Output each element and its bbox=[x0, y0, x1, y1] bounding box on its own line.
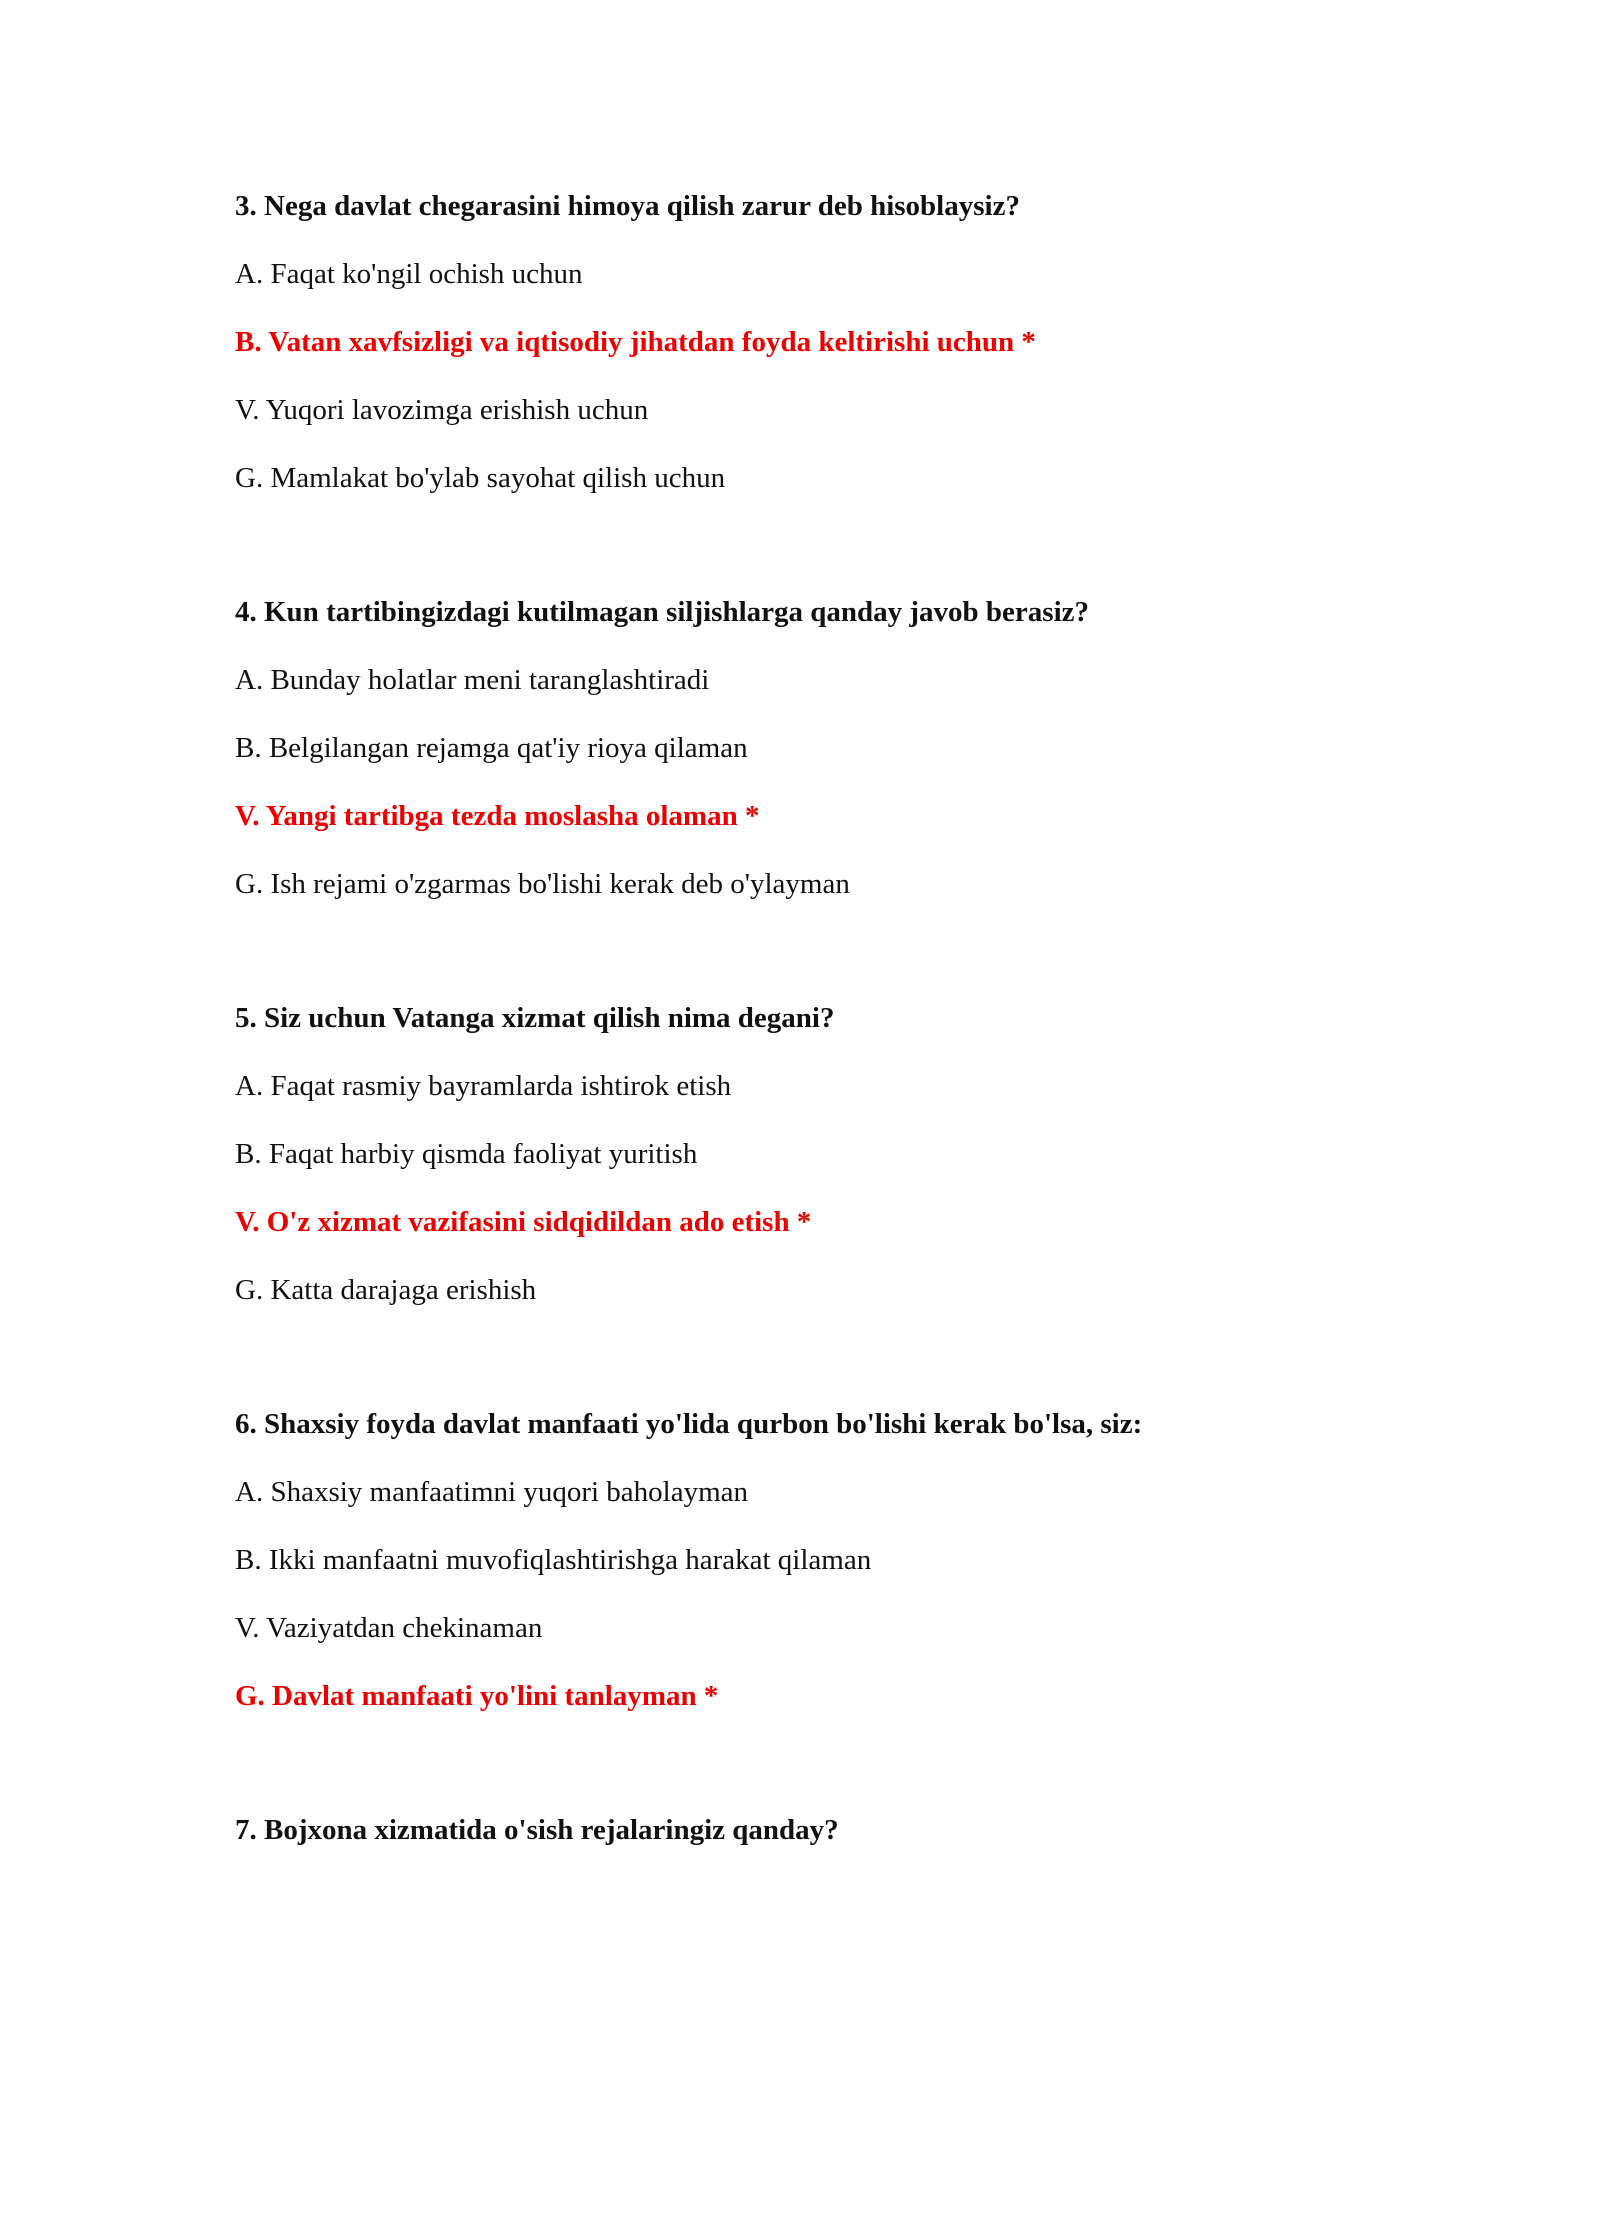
question-7 bbox=[235, 1810, 1535, 2216]
answer-option-v: V. Yuqori lavozimga erishish uchun bbox=[235, 394, 649, 426]
correct-answer-option-g: G. Davlat manfaati yo'lini tanlayman * bbox=[235, 1680, 719, 1712]
answer-option-b: B. Ikki manfaatni muvofiqlashtirishga harakat qilaman bbox=[235, 1544, 872, 1576]
answer-option-a: A. Faqat rasmiy bayramlarda ishtirok etish bbox=[235, 1070, 732, 1102]
question-title: 7. Bojxona xizmatida o'sish rejalaringiz qanday? bbox=[235, 1814, 839, 1846]
question-title: 4. Kun tartibingizdagi kutilmagan siljishlarga qanday javob berasiz? bbox=[235, 596, 1090, 628]
question-5 bbox=[235, 998, 1535, 1404]
correct-answer-option-b: B. Vatan xavfsizligi va iqtisodiy jihatdan foyda keltirishi uchun * bbox=[235, 326, 1036, 358]
answer-option-g: G. Katta darajaga erishish bbox=[235, 1274, 537, 1306]
correct-answer-option-v: V. Yangi tartibga tezda moslasha olaman * bbox=[235, 800, 760, 832]
answer-option-b: B. Faqat harbiy qismda faoliyat yuritish bbox=[235, 1138, 698, 1170]
question-6 bbox=[235, 1404, 1535, 1810]
answer-option-a: A. Faqat ko'ngil ochish uchun bbox=[235, 258, 583, 290]
question-4 bbox=[235, 592, 1535, 998]
answer-option-a: A. Shaxsiy manfaatimni yuqori baholayman bbox=[235, 1476, 749, 1508]
question-title: 3. Nega davlat chegarasini himoya qilish zarur deb hisoblaysiz? bbox=[235, 190, 1020, 222]
document-page bbox=[235, 186, 1535, 2216]
answer-option-g: G. Mamlakat bo'ylab sayohat qilish uchun bbox=[235, 462, 726, 494]
correct-answer-option-v: V. O'z xizmat vazifasini sidqidildan ado etish * bbox=[235, 1206, 812, 1238]
answer-option-g: G. Ish rejami o'zgarmas bo'lishi kerak deb o'ylayman bbox=[235, 868, 850, 900]
answer-option-b: B. Belgilangan rejamga qat'iy rioya qilaman bbox=[235, 732, 748, 764]
answer-option-a: A. Bunday holatlar meni taranglashtiradi bbox=[235, 664, 710, 696]
question-3 bbox=[235, 186, 1535, 592]
question-title: 6. Shaxsiy foyda davlat manfaati yo'lida qurbon bo'lishi kerak bo'lsa, siz: bbox=[235, 1408, 1143, 1440]
question-title: 5. Siz uchun Vatanga xizmat qilish nima degani? bbox=[235, 1002, 835, 1034]
answer-option-v: V. Vaziyatdan chekinaman bbox=[235, 1612, 543, 1644]
